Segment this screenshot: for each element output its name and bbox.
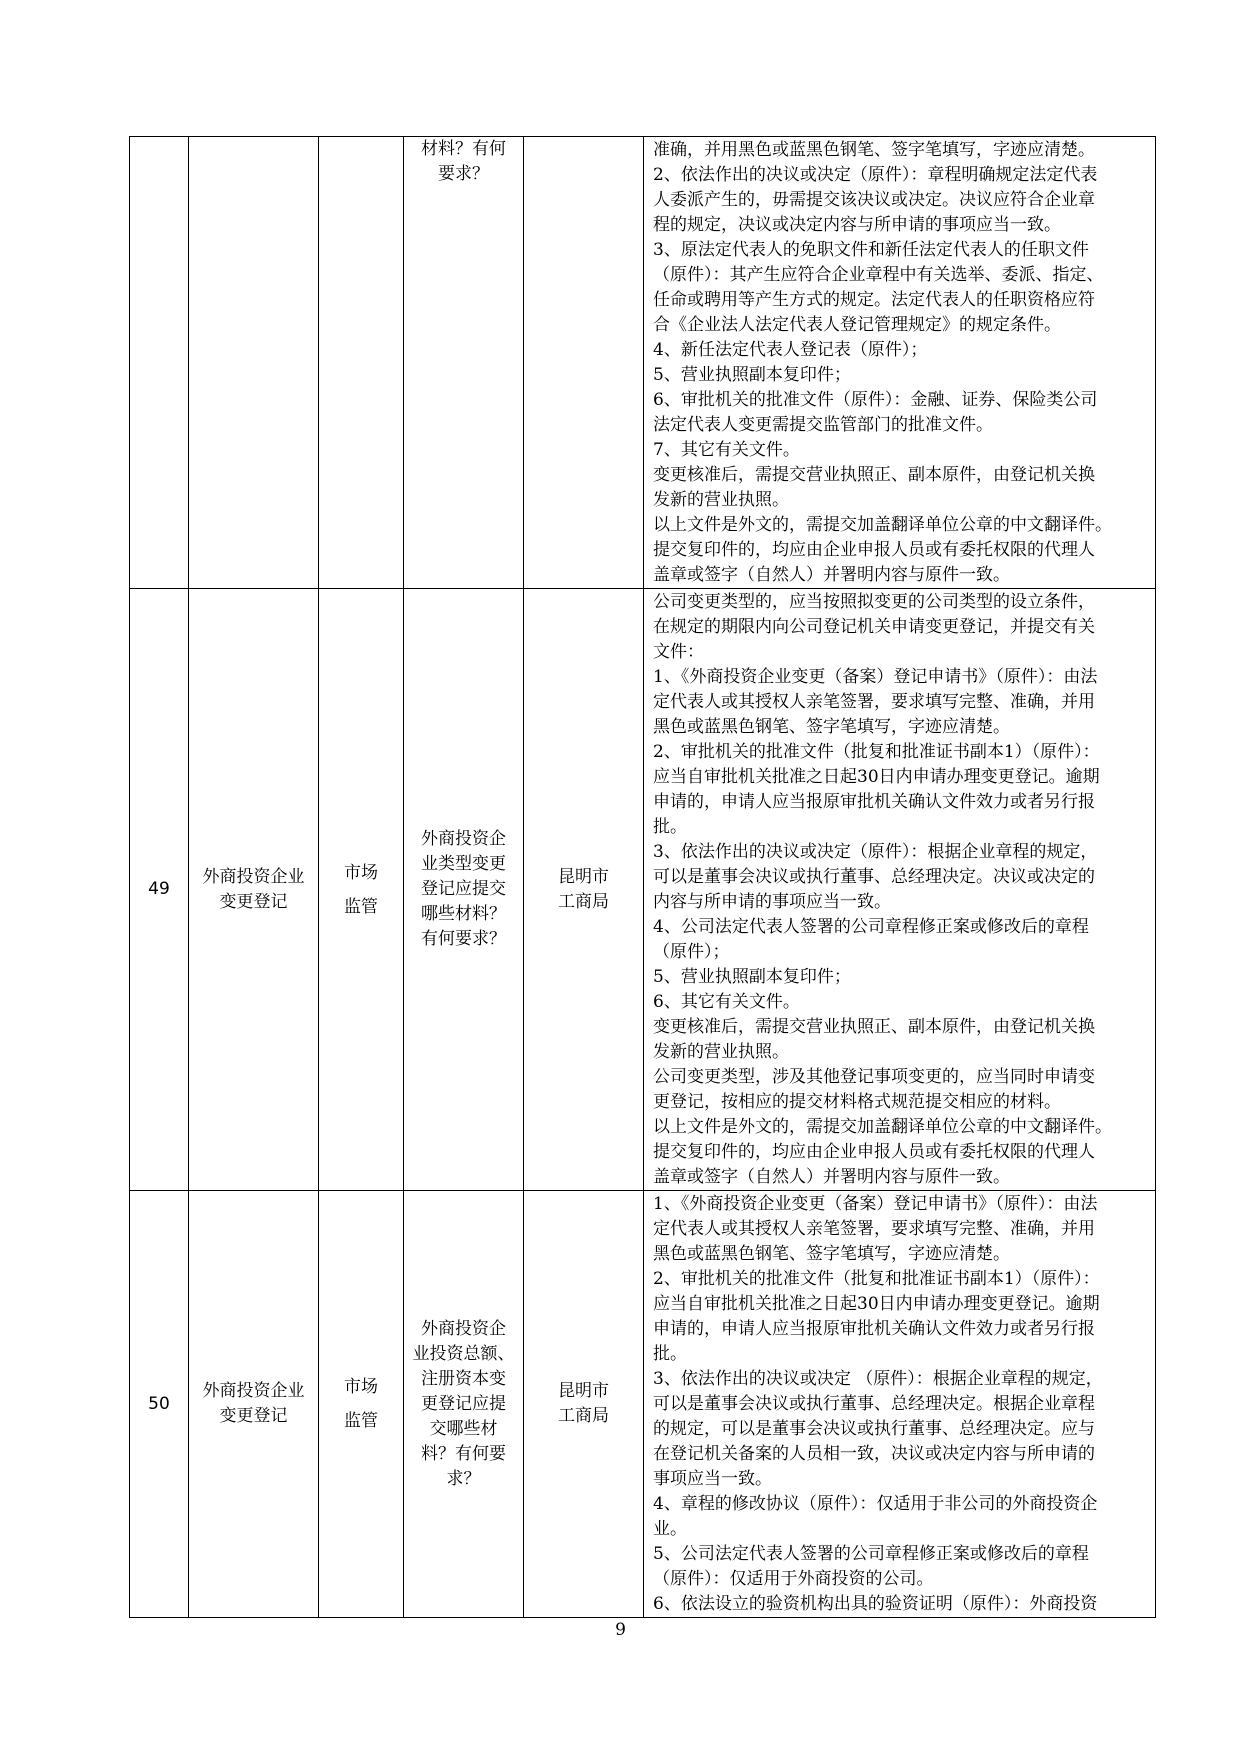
- requirement-line: 文件：: [653, 642, 704, 662]
- table-row: [130, 1191, 1156, 1618]
- table-row: [130, 589, 1156, 1191]
- requirement-line: 应当自审批机关批准之日起30日内申请办理变更登记。逾期: [653, 1294, 1100, 1314]
- question-line: 业投资总额、: [412, 1343, 515, 1364]
- requirement-line: 定代表人或其授权人亲笔签署，要求填写完整、准确，并用: [653, 1219, 1095, 1239]
- requirement-line: 2、审批机关的批准文件（批复和批准证书副本1）（原件）：: [653, 742, 1100, 762]
- question-line: 更登记应提: [421, 1393, 506, 1414]
- question-line: 外商投资企: [421, 829, 506, 849]
- requirement-line: 5、营业执照副本复印件；: [653, 365, 851, 385]
- requirement-line: 黑色或蓝黑色钢笔、签字笔填写，字迹应清楚。: [653, 1244, 1010, 1264]
- question-line: 哪些材料？: [421, 904, 506, 924]
- requirement-line: 可以是董事会决议或执行董事、总经理决定。决议或决定的: [653, 867, 1095, 887]
- requirement-line: 批。: [653, 1344, 687, 1364]
- requirement-line: 在规定的期限内向公司登记机关申请变更登记，并提交有关: [653, 617, 1095, 637]
- question-line: 要求？: [438, 164, 489, 184]
- row-number: 50: [148, 1393, 170, 1414]
- row-number-cell: [130, 137, 189, 589]
- question-line: 交哪些材: [429, 1418, 498, 1439]
- agency-cell: [524, 137, 644, 589]
- requirement-line: 任命或聘用等产生方式的规定。法定代表人的任职资格应符: [653, 290, 1095, 310]
- question-line: 注册资本变: [421, 1368, 506, 1389]
- row-number: 49: [148, 879, 170, 899]
- requirement-line: （原件）：仅适用于外商投资的公司。: [653, 1569, 934, 1589]
- row-number-cell: [130, 1191, 189, 1618]
- requirement-line: 1、《外商投资企业变更（备案）登记申请书》（原件）：由法: [653, 667, 1098, 687]
- agency-cell: [524, 589, 644, 1191]
- question-line: 材料？有何: [421, 139, 506, 159]
- service-table: [129, 136, 1156, 1618]
- department-line: 监管: [344, 1411, 378, 1431]
- agency-cell: [524, 1191, 644, 1618]
- requirement-line: 申请的，申请人应当报原审批机关确认文件效力或者另行报: [653, 1319, 1095, 1339]
- item-name: 外商投资企业变更登记: [202, 1381, 305, 1426]
- department-line: 市场: [344, 862, 378, 883]
- item-name-cell: [189, 137, 319, 589]
- requirement-line: 申请的，申请人应当报原审批机关确认文件效力或者另行报: [653, 792, 1095, 812]
- department-cell: [319, 1191, 404, 1618]
- requirement-line: 3、原法定代表人的免职文件和新任法定代表人的任职文件: [653, 240, 1089, 260]
- requirement-line: 公司变更类型，涉及其他登记事项变更的，应当同时申请变: [653, 1067, 1095, 1087]
- question-line: 有何要求？: [421, 929, 506, 949]
- question-line: 业类型变更: [421, 854, 506, 874]
- question-cell: [404, 589, 524, 1191]
- requirement-line: 5、营业执照副本复印件；: [653, 967, 851, 987]
- requirement-line: 发新的营业执照。: [653, 490, 789, 510]
- question-line: 登记应提交: [421, 879, 506, 899]
- requirement-line: 发新的营业执照。: [653, 1042, 789, 1062]
- item-name: 外商投资企业变更登记: [202, 866, 305, 912]
- requirement-line: 6、其它有关文件。: [653, 992, 800, 1012]
- requirement-line: 3、依法作出的决议或决定 （原件）：根据企业章程的规定，: [653, 1369, 1103, 1389]
- requirement-line: 2、依法作出的决议或决定（原件）：章程明确规定法定代表: [653, 165, 1098, 185]
- department-cell: [319, 589, 404, 1191]
- requirement-line: 程的规定，决议或决定内容与所申请的事项应当一致。: [653, 215, 1061, 235]
- requirement-line: 提交复印件的，均应由企业申报人员或有委托权限的代理人: [653, 540, 1095, 560]
- requirement-line: 业。: [653, 1519, 687, 1539]
- requirement-line: 6、依法设立的验资机构出具的验资证明（原件）：外商投资: [653, 1594, 1098, 1614]
- row-number-cell: [130, 589, 189, 1191]
- requirement-line: 公司变更类型的，应当按照拟变更的公司类型的设立条件，: [653, 592, 1095, 612]
- requirement-line: 以上文件是外文的，需提交加盖翻译单位公章的中文翻译件。: [653, 1117, 1112, 1137]
- table-body: [130, 137, 1156, 1618]
- requirement-line: 提交复印件的，均应由企业申报人员或有委托权限的代理人: [653, 1142, 1095, 1162]
- requirement-line: 定代表人或其授权人亲笔签署，要求填写完整、准确，并用: [653, 692, 1095, 712]
- agency-line: 工商局: [558, 891, 609, 912]
- requirement-line: 盖章或签字（自然人）并署明内容与原件一致。: [653, 1167, 1010, 1187]
- requirement-line: （原件）：其产生应符合企业章程中有关选举、委派、指定、: [653, 265, 1104, 285]
- requirement-line: 7、其它有关文件。: [653, 440, 800, 460]
- requirements-cell: [644, 1191, 1156, 1618]
- requirement-line: 6、审批机关的批准文件（原件）：金融、证券、保险类公司: [653, 390, 1098, 410]
- requirement-line: 可以是董事会决议或执行董事、总经理决定。根据企业章程: [653, 1394, 1095, 1414]
- requirement-line: 的规定，可以是董事会决议或执行董事、总经理决定。应与: [653, 1419, 1095, 1439]
- requirement-line: 3、依法作出的决议或决定（原件）：根据企业章程的规定，: [653, 842, 1098, 862]
- item-name-cell: [189, 589, 319, 1191]
- requirements-cell: [644, 137, 1156, 589]
- question-cell: [404, 1191, 524, 1618]
- requirements-cell: [644, 589, 1156, 1191]
- requirement-line: 事项应当一致。: [653, 1469, 772, 1489]
- requirement-line: 盖章或签字（自然人）并署明内容与原件一致。: [653, 565, 1010, 585]
- requirement-line: 变更核准后，需提交营业执照正、副本原件，由登记机关换: [653, 465, 1095, 485]
- department-line: 监管: [344, 896, 378, 917]
- requirement-line: 5、公司法定代表人签署的公司章程修正案或修改后的章程: [653, 1544, 1089, 1564]
- department-line: 市场: [344, 1377, 378, 1397]
- requirement-line: 以上文件是外文的，需提交加盖翻译单位公章的中文翻译件。: [653, 515, 1112, 535]
- requirement-line: 2、审批机关的批准文件（批复和批准证书副本1）（原件）：: [653, 1269, 1100, 1289]
- question-line: 外商投资企: [421, 1318, 506, 1339]
- requirement-line: （原件）；: [653, 942, 730, 962]
- requirement-line: 变更核准后，需提交营业执照正、副本原件，由登记机关换: [653, 1017, 1095, 1037]
- requirement-line: 法定代表人变更需提交监管部门的批准文件。: [653, 415, 993, 435]
- requirement-line: 人委派产生的，毋需提交该决议或决定。决议应符合企业章: [653, 190, 1095, 210]
- table-row: [130, 137, 1156, 589]
- requirement-line: 4、章程的修改协议（原件）：仅适用于非公司的外商投资企: [653, 1494, 1098, 1514]
- department-cell: [319, 137, 404, 589]
- requirement-line: 准确，并用黑色或蓝黑色钢笔、签字笔填写，字迹应清楚。: [653, 140, 1095, 160]
- requirement-line: 合《企业法人法定代表人登记管理规定》的规定条件。: [653, 315, 1061, 335]
- agency-line: 昆明市: [558, 1381, 609, 1401]
- requirement-line: 4、公司法定代表人签署的公司章程修正案或修改后的章程: [653, 917, 1089, 937]
- requirement-line: 应当自审批机关批准之日起30日内申请办理变更登记。逾期: [653, 767, 1100, 787]
- requirement-line: 1、《外商投资企业变更（备案）登记申请书》（原件）：由法: [653, 1194, 1098, 1214]
- question-line: 料？有何要: [421, 1443, 506, 1464]
- question-line: 求？: [446, 1468, 481, 1489]
- requirement-line: 在登记机关备案的人员相一致，决议或决定内容与所申请的: [653, 1444, 1095, 1464]
- page-number: 9: [615, 1620, 626, 1640]
- requirement-line: 黑色或蓝黑色钢笔、签字笔填写，字迹应清楚。: [653, 717, 1010, 737]
- item-name-cell: [189, 1191, 319, 1618]
- agency-line: 工商局: [558, 1406, 609, 1426]
- agency-line: 昆明市: [558, 866, 609, 887]
- requirement-line: 更登记，按相应的提交材料格式规范提交相应的材料。: [653, 1092, 1061, 1112]
- requirement-line: 4、新任法定代表人登记表（原件）；: [653, 340, 928, 360]
- requirement-line: 批。: [653, 817, 687, 837]
- requirement-line: 内容与所申请的事项应当一致。: [653, 892, 891, 912]
- question-cell: [404, 137, 524, 589]
